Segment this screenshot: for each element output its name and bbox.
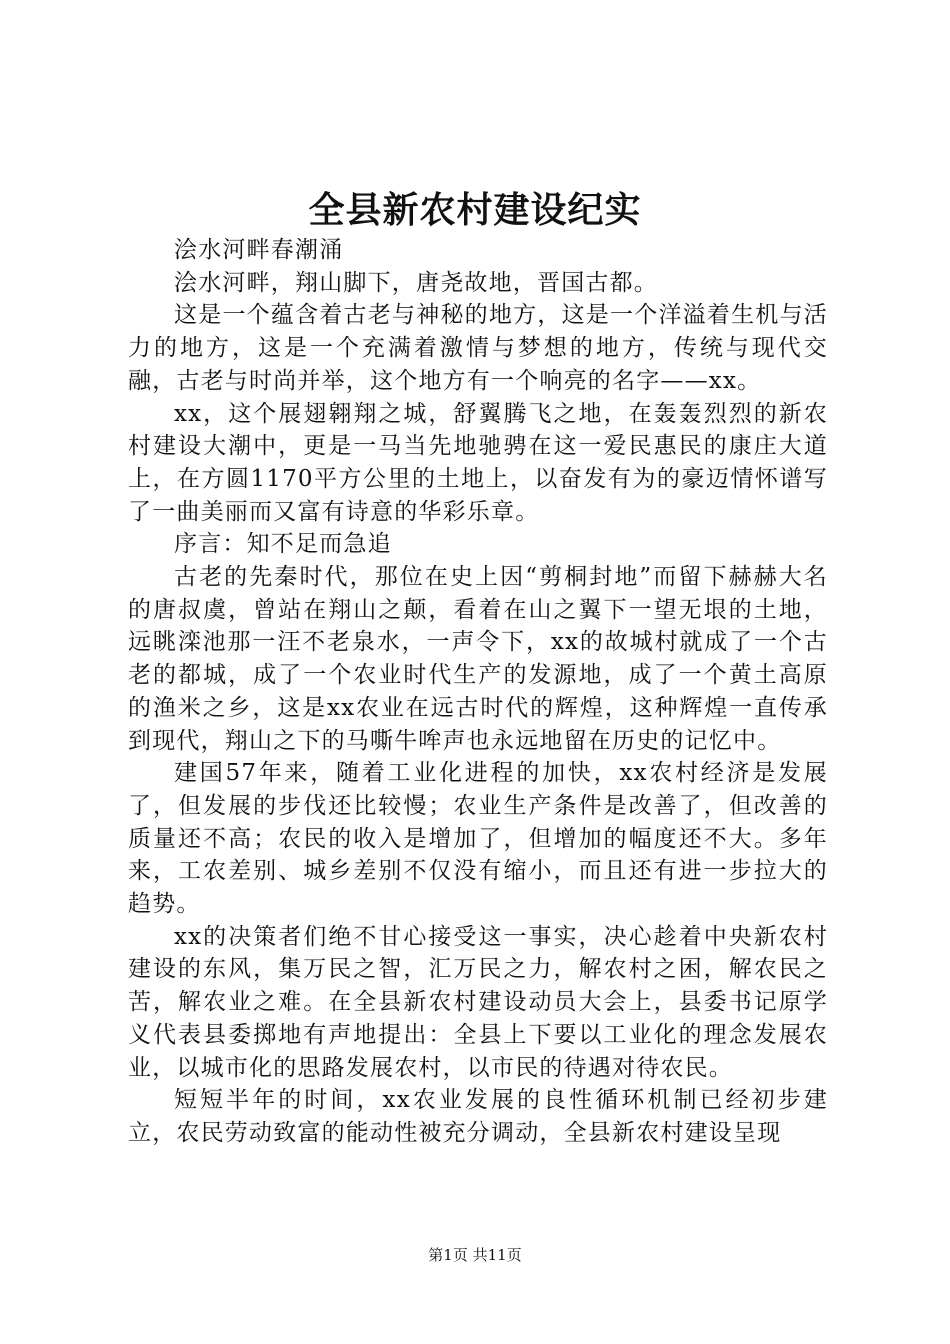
paragraph: 浍水河畔春潮涌 bbox=[174, 237, 344, 263]
document-body bbox=[128, 234, 828, 1150]
paragraph: 古老的先秦时代，那位在史上因“剪桐封地”而留下赫赫大名的唐叔虞，曾站在翔山之颠，看着在山之翼下一望无垠的土地，远眺滦池那一汪不老泉水，一声令下，xx的故城村就成了一个古老的都城，成了一个农业时代生产的发源地，成了一个黄土高原的渔米之乡，这是xx农业在远古时代的辉煌，这种辉煌一直传承到现代，翔山之下的马嘶牛哞声也永远地留在历史的记忆中。 bbox=[128, 564, 828, 754]
paragraph: 序言：知不足而急追 bbox=[174, 531, 392, 558]
paragraph: 建国57年来，随着工业化进程的加快，xx农村经济是发展了，但发展的步伐还比较慢；农业生产条件是改善了，但改善的质量还不高；农民的收入是增加了，但增加的幅度还不大。多年来，工农差别、城乡差别不仅没有缩小，而且还有进一步拉大的趋势。 bbox=[128, 760, 828, 918]
paragraph: 这是一个蕴含着古老与神秘的地方，这是一个洋溢着生机与活力的地方，这是一个充满着激情与梦想的地方，传统与现代交融，古老与时尚并举，这个地方有一个响亮的名字——xx。 bbox=[128, 302, 828, 394]
page-number-footer: 第1页 共11页 bbox=[428, 1246, 522, 1264]
document-title: 全县新农村建设纪实 bbox=[308, 189, 642, 231]
paragraph: xx，这个展翅翱翔之城，舒翼腾飞之地，在轰轰烈烈的新农村建设大潮中，更是一马当先地驰骋在这一爱民惠民的康庄大道上，在方圆1170平方公里的土地上，以奋发有为的豪迈情怀谱写了一曲美丽而又富有诗意的华彩乐章。 bbox=[128, 400, 828, 525]
paragraph: 短短半年的时间，xx农业发展的良性循环机制已经初步建立，农民劳动致富的能动性被充分调动，全县新农村建设呈现 bbox=[128, 1087, 828, 1146]
paragraph: xx的决策者们绝不甘心接受这一事实，决心趁着中央新农村建设的东风，集万民之智，汇万民之力，解农村之困，解农民之苦，解农业之难。在全县新农村建设动员大会上，县委书记原学义代表县委掷地有声地提出：全县上下要以工业化的理念发展农业，以城市化的思路发展农村，以市民的待遇对待农民。 bbox=[128, 923, 828, 1081]
paragraph: 浍水河畔，翔山脚下，唐尧故地，晋国古都。 bbox=[174, 269, 658, 296]
